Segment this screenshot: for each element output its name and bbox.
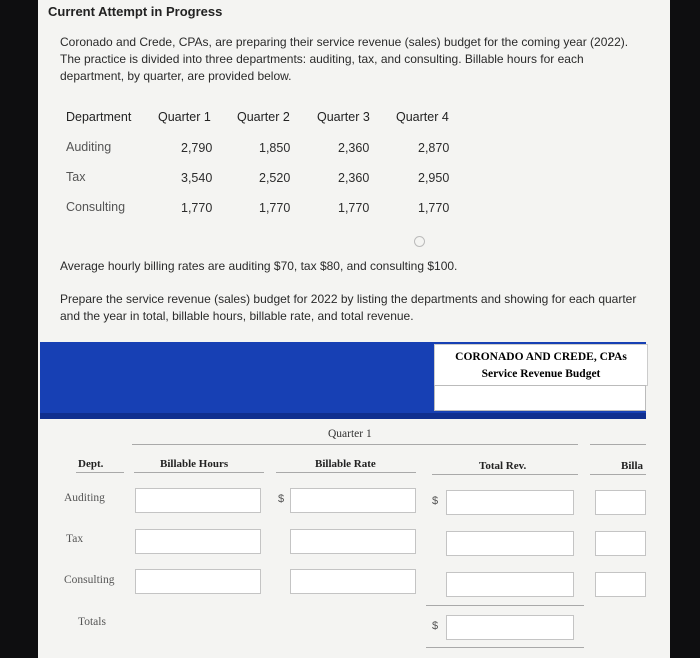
- instructions-line: Prepare the service revenue (sales) budget for 2022 by listing the departments and showing for each quarter: [60, 292, 637, 306]
- company-name: CORONADO AND CREDE, CPAs: [455, 351, 627, 363]
- auditing-rate-input[interactable]: [290, 488, 416, 513]
- col-rule: [276, 472, 416, 473]
- cell-q3: 2,360: [338, 141, 370, 155]
- budget-subtitle: Service Revenue Budget: [481, 368, 601, 380]
- col-billable-hours-year: Billa: [621, 460, 644, 472]
- instructions-paragraph: [60, 291, 636, 325]
- intro-line: The practice is divided into three departments: auditing, tax, and consulting. Billable hours for each: [60, 52, 584, 66]
- col-rule: [76, 472, 124, 473]
- header-department: Department: [66, 110, 132, 124]
- header-quarter-1: Quarter 1: [158, 110, 211, 124]
- quarter-rule: [132, 444, 578, 445]
- cell-q4: 2,870: [418, 141, 450, 155]
- auditing-total-input[interactable]: [446, 490, 574, 515]
- row-dept: Tax: [66, 170, 86, 184]
- row-dept: Auditing: [66, 140, 112, 154]
- quarter-label: Quarter 1: [328, 428, 372, 440]
- auditing-year-hours-input[interactable]: [595, 490, 646, 515]
- cell-q4: 1,770: [418, 201, 450, 215]
- consulting-year-hours-input[interactable]: [595, 572, 646, 597]
- cell-q2: 1,850: [259, 141, 291, 155]
- col-rule: [590, 474, 646, 475]
- year-rule: [590, 444, 646, 445]
- col-rule: [134, 472, 264, 473]
- currency-symbol: $: [432, 495, 439, 507]
- tax-year-hours-input[interactable]: [595, 531, 646, 556]
- col-billable-rate: Billable Rate: [315, 458, 376, 470]
- instructions-line: and the year in total, billable hours, billable rate, and total revenue.: [60, 309, 414, 323]
- currency-symbol: $: [432, 620, 439, 632]
- intro-paragraph: [60, 34, 628, 85]
- col-rule: [432, 474, 578, 475]
- budget-title-box: [434, 344, 648, 386]
- col-dept: Dept.: [78, 458, 104, 470]
- intro-line: department, by quarter, are provided below.: [60, 69, 292, 83]
- intro-line: Coronado and Crede, CPAs, are preparing their service revenue (sales) budget for the coming year (2022).: [60, 35, 629, 49]
- row-dept: Consulting: [66, 200, 126, 214]
- budget-header-rule: [40, 413, 646, 419]
- currency-symbol: $: [278, 493, 285, 505]
- consulting-hours-input[interactable]: [135, 569, 261, 594]
- auditing-hours-input[interactable]: [135, 488, 261, 513]
- budget-period-input[interactable]: [434, 385, 646, 411]
- consulting-rate-input[interactable]: [290, 569, 416, 594]
- subtotal-rule: [426, 605, 584, 606]
- header-quarter-4: Quarter 4: [396, 110, 449, 124]
- cell-q3: 1,770: [338, 201, 370, 215]
- tax-rate-input[interactable]: [290, 529, 416, 554]
- cell-q1: 2,790: [181, 141, 213, 155]
- row-label: Tax: [66, 533, 84, 545]
- tax-total-input[interactable]: [446, 531, 574, 556]
- rates-text: Average hourly billing rates are auditing $70, tax $80, and consulting $100.: [60, 259, 458, 273]
- cell-q2: 1,770: [259, 201, 291, 215]
- col-billable-hours: Billable Hours: [160, 458, 229, 470]
- radio-circle-icon: [414, 236, 425, 247]
- col-total-rev: Total Rev.: [479, 460, 527, 472]
- consulting-total-input[interactable]: [446, 572, 574, 597]
- header-quarter-3: Quarter 3: [317, 110, 370, 124]
- cell-q1: 3,540: [181, 171, 213, 185]
- cell-q4: 2,950: [418, 171, 450, 185]
- problem-page: [38, 0, 670, 658]
- totals-revenue-input[interactable]: [446, 615, 574, 640]
- cell-q2: 2,520: [259, 171, 291, 185]
- tax-hours-input[interactable]: [135, 529, 261, 554]
- total-rule: [426, 647, 584, 648]
- row-label: Auditing: [64, 492, 105, 504]
- page-title: Current Attempt in Progress: [48, 4, 223, 19]
- row-label: Consulting: [64, 574, 115, 586]
- row-label: Totals: [78, 616, 106, 628]
- header-quarter-2: Quarter 2: [237, 110, 290, 124]
- cell-q3: 2,360: [338, 171, 370, 185]
- cell-q1: 1,770: [181, 201, 213, 215]
